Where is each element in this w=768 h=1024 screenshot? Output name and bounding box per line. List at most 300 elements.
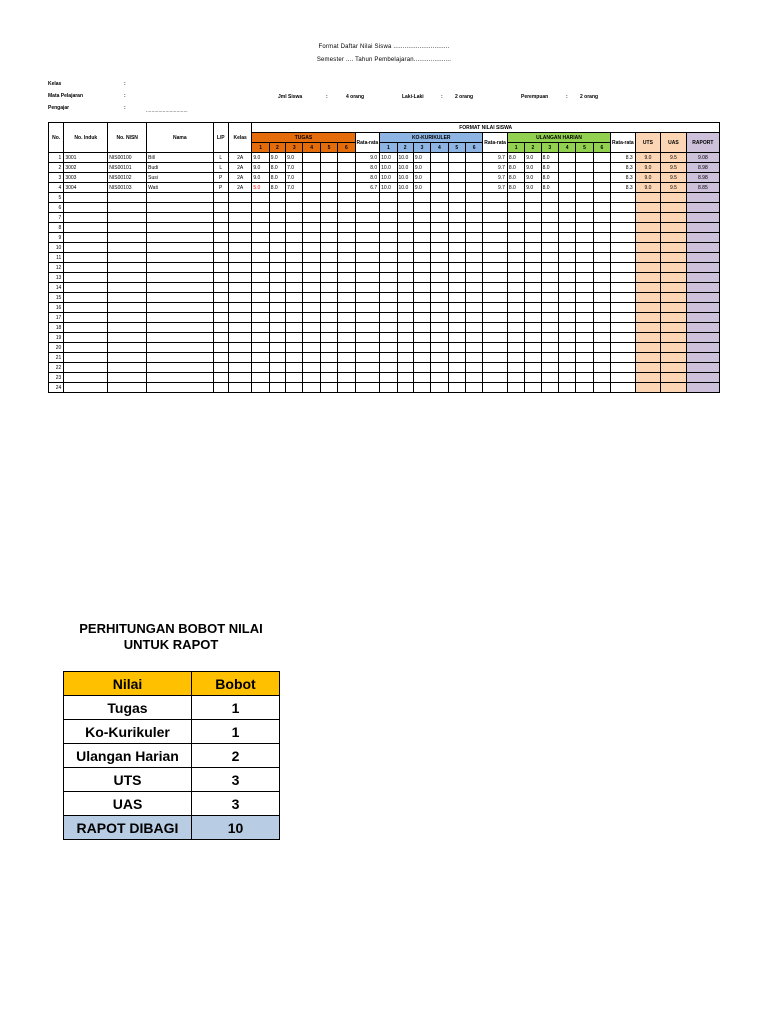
weights-total-label: RAPOT DIBAGI [64, 816, 192, 840]
row-empty-cell [525, 343, 541, 353]
row-empty-cell [576, 193, 593, 203]
row-empty-cell [228, 193, 252, 203]
row-empty-cell [448, 253, 465, 263]
row-empty-cell [465, 323, 482, 333]
row-uh-2: 9.0 [525, 173, 541, 183]
row-empty-cell [355, 383, 380, 393]
row-empty-cell [483, 323, 508, 333]
row-empty-cell [413, 293, 430, 303]
row-empty-cell [228, 213, 252, 223]
row-empty-cell [213, 373, 228, 383]
row-lp: P [213, 183, 228, 193]
kelas-label: Kelas [48, 81, 62, 87]
row-empty-cell [465, 243, 482, 253]
row-empty-cell [413, 253, 430, 263]
row-empty-cell [611, 213, 636, 223]
row-empty-cell [338, 363, 355, 373]
row-empty-cell [320, 293, 337, 303]
row-empty-cell [397, 233, 413, 243]
row-empty-cell [541, 283, 558, 293]
row-empty-cell [380, 343, 397, 353]
row-no: 20 [49, 343, 64, 353]
row-empty-cell [303, 263, 320, 273]
row-empty-cell [269, 283, 285, 293]
row-uas [661, 293, 687, 303]
row-uas [661, 193, 687, 203]
row-empty-cell [593, 303, 610, 313]
row-uts [635, 313, 661, 323]
document-subtitle: Semester .... Tahun Pembelajaran.................... [316, 57, 452, 63]
row-uas [661, 203, 687, 213]
row-empty-cell [558, 303, 575, 313]
row-empty-cell [213, 293, 228, 303]
row-empty-cell [413, 203, 430, 213]
row-no: 6 [49, 203, 64, 213]
header-sub-green-6: 6 [593, 143, 610, 153]
table-row [49, 283, 720, 293]
row-uts [635, 323, 661, 333]
row-empty-cell [380, 333, 397, 343]
row-empty-cell [213, 223, 228, 233]
row-rapot [686, 343, 719, 353]
row-uh-4 [558, 153, 575, 163]
row-empty-cell [269, 293, 285, 303]
row-empty-cell [525, 283, 541, 293]
weights-row [64, 744, 280, 768]
row-empty-cell [286, 273, 303, 283]
row-empty-cell [576, 323, 593, 333]
row-empty-cell [525, 373, 541, 383]
row-empty-cell [108, 243, 147, 253]
row-ko-5 [448, 163, 465, 173]
row-empty-cell [303, 283, 320, 293]
row-uh-2: 9.0 [525, 153, 541, 163]
row-uts [635, 293, 661, 303]
row-empty-cell [252, 233, 269, 243]
table-row [49, 353, 720, 363]
row-empty-cell [525, 263, 541, 273]
row-uts [635, 243, 661, 253]
row-empty-cell [108, 343, 147, 353]
row-ko-2: 10.0 [397, 153, 413, 163]
row-uh-1: 8.0 [507, 183, 524, 193]
row-empty-cell [611, 253, 636, 263]
row-empty-cell [507, 383, 524, 393]
row-empty-cell [611, 293, 636, 303]
row-empty-cell [507, 203, 524, 213]
row-empty-cell [525, 303, 541, 313]
row-no: 19 [49, 333, 64, 343]
row-empty-cell [303, 363, 320, 373]
row-empty-cell [252, 253, 269, 263]
row-empty-cell [213, 283, 228, 293]
row-empty-cell [228, 253, 252, 263]
row-nisn: NIS00102 [108, 173, 147, 183]
row-empty-cell [64, 343, 108, 353]
row-empty-cell [413, 373, 430, 383]
row-empty-cell [380, 363, 397, 373]
row-no: 12 [49, 263, 64, 273]
row-empty-cell [269, 233, 285, 243]
row-empty-cell [448, 363, 465, 373]
row-empty-cell [525, 323, 541, 333]
table-row [49, 293, 720, 303]
row-empty-cell [320, 363, 337, 373]
row-ko-4 [431, 183, 448, 193]
row-empty-cell [541, 243, 558, 253]
row-empty-cell [228, 243, 252, 253]
row-empty-cell [397, 263, 413, 273]
row-empty-cell [448, 353, 465, 363]
row-empty-cell [252, 313, 269, 323]
row-empty-cell [108, 333, 147, 343]
row-empty-cell [380, 243, 397, 253]
row-empty-cell [355, 363, 380, 373]
row-empty-cell [286, 283, 303, 293]
row-uts [635, 193, 661, 203]
row-empty-cell [558, 363, 575, 373]
row-uas [661, 363, 687, 373]
row-empty-cell [269, 223, 285, 233]
row-empty-cell [558, 223, 575, 233]
row-empty-cell [525, 313, 541, 323]
row-empty-cell [431, 373, 448, 383]
row-empty-cell [269, 243, 285, 253]
row-empty-cell [213, 263, 228, 273]
row-uas: 9.5 [661, 173, 687, 183]
row-empty-cell [541, 303, 558, 313]
row-uts [635, 363, 661, 373]
row-empty-cell [541, 253, 558, 263]
row-empty-cell [355, 253, 380, 263]
row-empty-cell [448, 233, 465, 243]
row-empty-cell [541, 353, 558, 363]
row-empty-cell [380, 213, 397, 223]
weights-bobot: 3 [192, 768, 280, 792]
pengajar-label: Pengajar [48, 105, 70, 111]
row-empty-cell [269, 313, 285, 323]
row-empty-cell [355, 213, 380, 223]
table-row [49, 373, 720, 383]
table-row [49, 183, 720, 193]
row-empty-cell [558, 283, 575, 293]
row-empty-cell [380, 223, 397, 233]
row-empty-cell [431, 383, 448, 393]
row-uh-6 [593, 153, 610, 163]
row-empty-cell [525, 243, 541, 253]
row-empty-cell [320, 243, 337, 253]
row-empty-cell [611, 343, 636, 353]
row-empty-cell [448, 223, 465, 233]
header-sub-green-5: 5 [576, 143, 593, 153]
row-uts [635, 303, 661, 313]
row-empty-cell [576, 343, 593, 353]
row-uh-1: 8.0 [507, 153, 524, 163]
row-no: 16 [49, 303, 64, 313]
row-rapot [686, 263, 719, 273]
row-empty-cell [397, 213, 413, 223]
row-empty-cell [576, 383, 593, 393]
row-empty-cell [397, 373, 413, 383]
row-empty-cell [252, 223, 269, 233]
row-empty-cell [558, 293, 575, 303]
row-empty-cell [286, 223, 303, 233]
row-ko-6 [465, 163, 482, 173]
header-rapot: RAPORT [686, 133, 719, 153]
row-empty-cell [611, 233, 636, 243]
row-empty-cell [593, 333, 610, 343]
row-tugas-5 [320, 183, 337, 193]
row-tugas-5 [320, 153, 337, 163]
row-uts [635, 213, 661, 223]
row-empty-cell [64, 263, 108, 273]
weights-bobot: 1 [192, 696, 280, 720]
row-uas [661, 333, 687, 343]
row-tugas-5 [320, 173, 337, 183]
row-uas [661, 373, 687, 383]
row-ko-5 [448, 173, 465, 183]
row-empty-cell [541, 333, 558, 343]
row-uh-2: 9.0 [525, 183, 541, 193]
row-empty-cell [338, 263, 355, 273]
row-empty-cell [397, 343, 413, 353]
row-no: 17 [49, 313, 64, 323]
row-empty-cell [380, 233, 397, 243]
row-empty-cell [413, 363, 430, 373]
row-empty-cell [541, 203, 558, 213]
row-empty-cell [413, 333, 430, 343]
row-empty-cell [431, 253, 448, 263]
row-nisn: NIS00100 [108, 153, 147, 163]
row-rapot [686, 333, 719, 343]
row-uas [661, 223, 687, 233]
row-empty-cell [228, 343, 252, 353]
row-empty-cell [525, 223, 541, 233]
row-empty-cell [286, 343, 303, 353]
row-empty-cell [483, 343, 508, 353]
row-empty-cell [252, 203, 269, 213]
row-uh-3: 8.0 [541, 173, 558, 183]
row-ko-3: 9.0 [413, 153, 430, 163]
row-empty-cell [64, 333, 108, 343]
header-sub-orange-3: 3 [286, 143, 303, 153]
row-empty-cell [303, 313, 320, 323]
row-no: 22 [49, 363, 64, 373]
weights-header-bobot: Bobot [192, 672, 280, 696]
row-uh-rata: 8.3 [611, 173, 636, 183]
row-empty-cell [448, 323, 465, 333]
row-empty-cell [320, 283, 337, 293]
row-empty-cell [380, 283, 397, 293]
row-empty-cell [108, 303, 147, 313]
table-row [49, 363, 720, 373]
weights-nilai: UAS [64, 792, 192, 816]
row-empty-cell [228, 373, 252, 383]
header-no: No. [49, 123, 64, 153]
row-empty-cell [320, 383, 337, 393]
row-empty-cell [448, 293, 465, 303]
row-uas [661, 253, 687, 263]
header-ulangan: ULANGAN HARIAN [507, 133, 610, 143]
row-empty-cell [465, 333, 482, 343]
row-empty-cell [213, 303, 228, 313]
row-empty-cell [525, 333, 541, 343]
row-empty-cell [507, 233, 524, 243]
row-uh-3: 8.0 [541, 183, 558, 193]
row-empty-cell [576, 253, 593, 263]
row-empty-cell [413, 213, 430, 223]
row-ko-6 [465, 173, 482, 183]
row-tugas-5 [320, 163, 337, 173]
row-empty-cell [269, 363, 285, 373]
row-induk: 3001 [64, 153, 108, 163]
row-empty-cell [465, 203, 482, 213]
table-row [49, 203, 720, 213]
row-empty-cell [303, 213, 320, 223]
row-ko-6 [465, 153, 482, 163]
row-empty-cell [269, 273, 285, 283]
row-ko-3: 9.0 [413, 163, 430, 173]
weights-total-row [64, 816, 280, 840]
row-empty-cell [483, 333, 508, 343]
row-empty-cell [448, 273, 465, 283]
row-empty-cell [541, 213, 558, 223]
row-ko-rata: 9.7 [483, 173, 508, 183]
row-empty-cell [64, 313, 108, 323]
row-empty-cell [541, 323, 558, 333]
row-tugas-rata: 9.0 [355, 153, 380, 163]
table-row [49, 313, 720, 323]
row-empty-cell [320, 313, 337, 323]
row-empty-cell [431, 203, 448, 213]
header-uts: UTS [635, 133, 661, 153]
row-ko-4 [431, 163, 448, 173]
row-empty-cell [147, 343, 213, 353]
row-empty-cell [576, 363, 593, 373]
row-empty-cell [252, 373, 269, 383]
row-kelas: 2A [228, 153, 252, 163]
row-empty-cell [228, 273, 252, 283]
row-rapot [686, 373, 719, 383]
header-sub-blue-5: 5 [448, 143, 465, 153]
row-uh-5 [576, 153, 593, 163]
row-empty-cell [108, 223, 147, 233]
row-empty-cell [108, 263, 147, 273]
row-ko-6 [465, 183, 482, 193]
row-tugas-6 [338, 153, 355, 163]
row-empty-cell [320, 233, 337, 243]
row-tugas-1: 5.0 [252, 183, 269, 193]
row-uas [661, 213, 687, 223]
weights-header-nilai: Nilai [64, 672, 192, 696]
row-empty-cell [213, 323, 228, 333]
row-empty-cell [147, 293, 213, 303]
row-empty-cell [593, 223, 610, 233]
row-empty-cell [576, 213, 593, 223]
header-sub-blue-6: 6 [465, 143, 482, 153]
row-empty-cell [431, 223, 448, 233]
row-uh-rata: 8.3 [611, 153, 636, 163]
row-no: 13 [49, 273, 64, 283]
row-empty-cell [320, 253, 337, 263]
row-empty-cell [252, 383, 269, 393]
row-empty-cell [413, 273, 430, 283]
row-empty-cell [269, 263, 285, 273]
row-empty-cell [355, 223, 380, 233]
row-empty-cell [147, 263, 213, 273]
row-empty-cell [397, 383, 413, 393]
row-empty-cell [525, 203, 541, 213]
row-empty-cell [448, 213, 465, 223]
header-kokurikuler: KO-KURIKULER [380, 133, 483, 143]
row-empty-cell [228, 293, 252, 303]
row-empty-cell [213, 333, 228, 343]
row-rapot [686, 273, 719, 283]
row-empty-cell [213, 213, 228, 223]
row-empty-cell [611, 203, 636, 213]
row-empty-cell [213, 243, 228, 253]
row-uts [635, 273, 661, 283]
kelas-colon: : [124, 81, 126, 87]
row-empty-cell [380, 263, 397, 273]
row-empty-cell [483, 373, 508, 383]
header-sub-green-1: 1 [507, 143, 524, 153]
row-empty-cell [338, 213, 355, 223]
row-no: 2 [49, 163, 64, 173]
row-uas [661, 273, 687, 283]
row-empty-cell [507, 283, 524, 293]
row-uas [661, 353, 687, 363]
row-empty-cell [525, 353, 541, 363]
row-empty-cell [431, 343, 448, 353]
row-empty-cell [397, 253, 413, 263]
row-empty-cell [252, 303, 269, 313]
table-row [49, 253, 720, 263]
row-empty-cell [593, 383, 610, 393]
row-tugas-1: 9.0 [252, 153, 269, 163]
row-empty-cell [593, 263, 610, 273]
row-rapot [686, 233, 719, 243]
row-empty-cell [286, 243, 303, 253]
row-empty-cell [147, 233, 213, 243]
row-empty-cell [448, 203, 465, 213]
row-empty-cell [252, 243, 269, 253]
row-empty-cell [576, 233, 593, 243]
row-empty-cell [108, 203, 147, 213]
row-empty-cell [413, 263, 430, 273]
row-empty-cell [286, 303, 303, 313]
row-empty-cell [108, 253, 147, 263]
row-nisn: NIS00101 [108, 163, 147, 173]
row-no: 3 [49, 173, 64, 183]
row-empty-cell [286, 203, 303, 213]
row-empty-cell [108, 293, 147, 303]
row-empty-cell [593, 373, 610, 383]
row-uh-6 [593, 163, 610, 173]
row-empty-cell [483, 203, 508, 213]
row-empty-cell [576, 373, 593, 383]
row-empty-cell [213, 203, 228, 213]
row-empty-cell [213, 193, 228, 203]
weights-row [64, 696, 280, 720]
row-empty-cell [320, 223, 337, 233]
row-uh-1: 8.0 [507, 163, 524, 173]
row-empty-cell [576, 263, 593, 273]
header-sub-green-2: 2 [525, 143, 541, 153]
row-empty-cell [541, 273, 558, 283]
row-empty-cell [541, 263, 558, 273]
table-row [49, 223, 720, 233]
